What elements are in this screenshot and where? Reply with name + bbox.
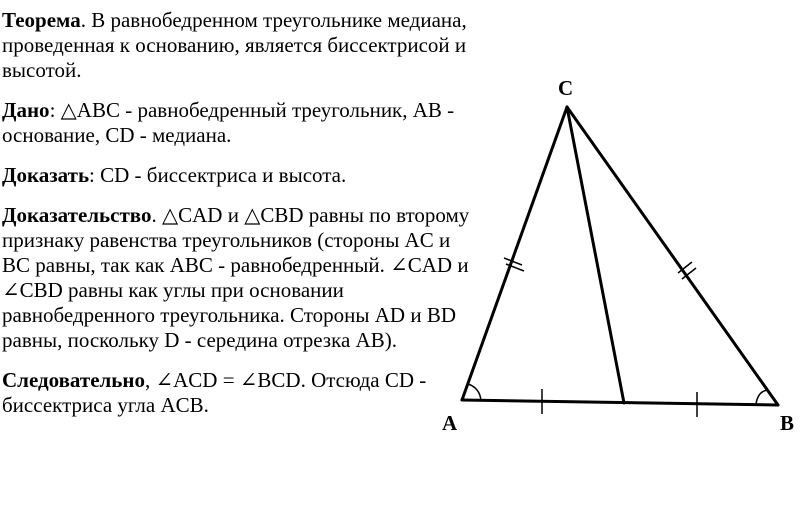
vertex-label-a: A <box>442 411 458 435</box>
theorem-text: . В равнобедренном треугольнике медиана, проведенная к основанию, является биссектрисой и высотой. <box>2 8 467 82</box>
proof-body: . △CAD и △CBD равны по второму признаку равенства треугольников (стороны AC и BC равны, так как ABC - равнобедренный. ∠CAD и ∠CBD равны как углы при основании равнобедренного треугольника. Стороны AD и BD равны, поскольку D - середина отрезка AB). <box>2 203 470 352</box>
tick-bc-2 <box>682 268 696 279</box>
given-text: : △ABC - равнобедренный треугольник, AB - основание, CD - медиана. <box>2 98 455 147</box>
vertex-label-b: B <box>780 411 795 435</box>
conclusion-text: , ∠ACD = ∠BCD. Отсюда CD - биссектриса угла ACB. <box>2 368 427 417</box>
prove-label: Доказать <box>2 163 90 187</box>
median-cd <box>567 107 624 403</box>
angle-arc-b <box>756 390 768 404</box>
proof-text <box>2 8 472 433</box>
conclusion-paragraph <box>2 368 472 418</box>
given-label: Дано <box>2 98 50 122</box>
side-ac <box>462 107 567 400</box>
proof-paragraph <box>2 203 472 353</box>
prove-paragraph <box>2 163 472 188</box>
theorem-label: Теорема <box>2 8 81 32</box>
tick-ac-2 <box>506 264 524 271</box>
tick-ac-1 <box>504 258 522 265</box>
tick-bc-1 <box>678 262 692 273</box>
base-ab <box>462 400 778 405</box>
theorem-paragraph <box>2 8 472 83</box>
prove-text: : CD - биссектриса и высота. <box>89 163 347 187</box>
side-bc <box>567 107 778 405</box>
conclusion-label: Следовательно <box>2 368 146 392</box>
given-paragraph <box>2 98 472 148</box>
vertex-label-c: C <box>558 76 574 100</box>
proof-label: Доказательство <box>2 203 152 227</box>
